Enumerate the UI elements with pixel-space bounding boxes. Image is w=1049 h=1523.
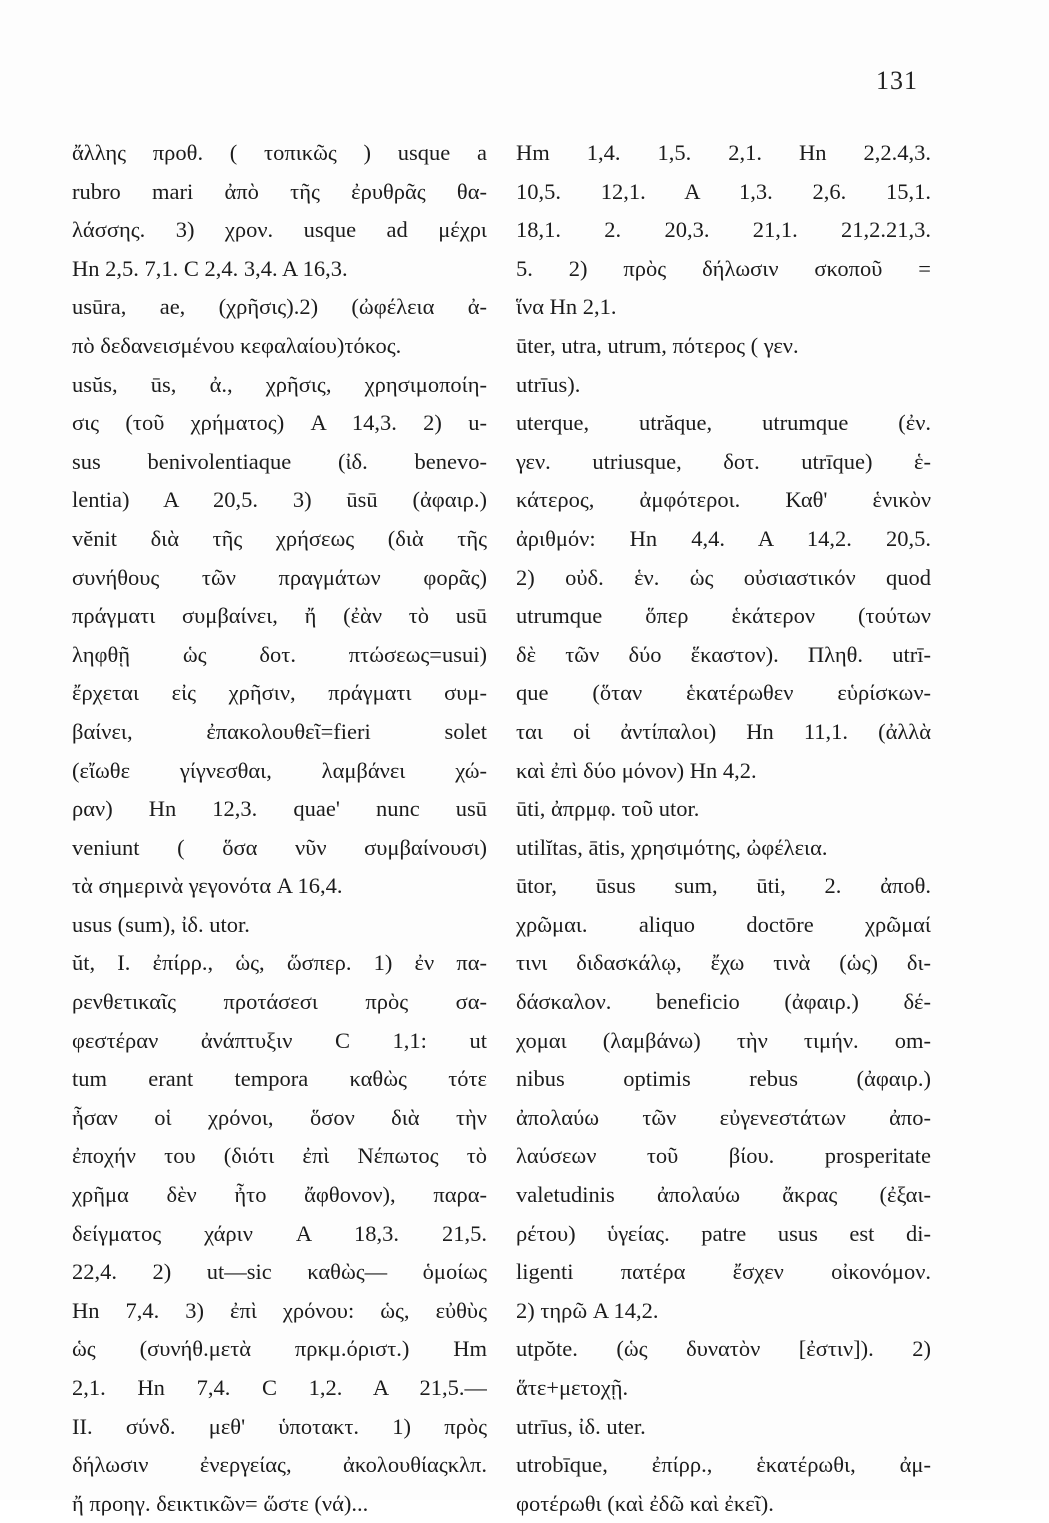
left-column-line: lentia) A 20,5. 3) ūsū (ἀφαιρ.) [72, 487, 487, 513]
left-column-line: δήλωσιν ἐνεργείας, ἀκολουθίαςκλπ. [72, 1452, 487, 1478]
left-column-line: vĕnit διὰ τῆς χρήσεως (διὰ τῆς [72, 525, 487, 551]
right-column-line: utilĭtas, ātis, χρησιμότης, ὠφέλεια. [516, 834, 828, 860]
right-column-line: λαύσεων τοῦ βίου. prosperitate [516, 1143, 931, 1169]
right-column-line: δάσκαλον. beneficio (ἀφαιρ.) δέ- [516, 989, 931, 1015]
right-column-line: 2) οὐδ. ἑν. ὡς οὐσιαστικόν quod [516, 564, 931, 590]
right-column-line: ται οἱ ἀντίπαλοι) Hn 11,1. (ἀλλὰ [516, 718, 931, 744]
right-column-line: χομαι (λαμβάνω) τὴν τιμήν. om- [516, 1027, 931, 1053]
right-column-line: ūter, utra, utrum, πότερος ( γεν. [516, 332, 799, 358]
page-number: 131 [876, 66, 918, 95]
left-column-line: veniunt ( ὅσα νῦν συμβαίνουσι) [72, 834, 487, 860]
left-column-line: Hn 2,5. 7,1. C 2,4. 3,4. A 16,3. [72, 255, 348, 281]
left-column-line: II. σύνδ. μεθ' ὑποτακτ. 1) πρὸς [72, 1413, 487, 1439]
right-column-line: τινι διδασκάλῳ, ἔχω τινὰ (ὡς) δι- [516, 950, 931, 976]
right-column-line: 5. 2) πρὸς δήλωσιν σκοποῦ = [516, 255, 931, 281]
right-column-line: ἵνα Hn 2,1. [516, 294, 617, 320]
right-column-line: καὶ ἐπὶ δύο μόνον) Hn 4,2. [516, 757, 757, 783]
left-column-line: ληφθῇ ὡς δοτ. πτώσεως=usui) [72, 641, 487, 667]
right-column-line: utrīus). [516, 371, 581, 397]
right-column-line: ἅτε+μετοχῇ. [516, 1375, 629, 1400]
left-column-line: ὡς (συνήθ.μετὰ πρκμ.όριστ.) Hm [72, 1336, 487, 1362]
left-column-line: usŭs, ūs, ἀ., χρῆσις, χρησιμοποίη- [72, 371, 487, 397]
right-column-line: que (ὅταν ἑκατέρωθεν εὑρίσκων- [516, 680, 931, 706]
left-column-line: sus benivolentiaque (ἰδ. benevo- [72, 448, 487, 474]
left-column-line: ρενθετικαῖς προτάσεσι πρὸς σα- [72, 989, 487, 1015]
right-column-line: 10,5. 12,1. A 1,3. 2,6. 15,1. [516, 178, 931, 204]
left-column [72, 134, 487, 1523]
right-column-line: δὲ τῶν δύο ἕκαστον). Πληθ. utrī- [516, 641, 931, 667]
left-column-line: ἔρχεται εἰς χρῆσιν, πράγματι συμ- [72, 680, 487, 706]
left-column-line: usūra, ae, (χρῆσις).2) (ὠφέλεια ἀ- [72, 294, 487, 320]
left-column-line: Hn 7,4. 3) ἐπὶ χρόνου: ὡς, εὐθὺς [72, 1297, 487, 1323]
right-column-line: Hm 1,4. 1,5. 2,1. Hn 2,2.4,3. [516, 140, 931, 165]
right-column-line: nibus optimis rebus (ἀφαιρ.) [516, 1066, 931, 1092]
left-column-line: βαίνει, ἐπακολουθεῖ=fieri solet [72, 718, 487, 744]
right-column-line: κάτερος, ἀμφότεροι. Καθ' ἑνικὸν [516, 487, 931, 513]
right-column-line: ἀριθμόν: Hn 4,4. A 14,2. 20,5. [516, 525, 931, 551]
right-column-line: γεν. utriusque, δοτ. utrīque) ἑ- [516, 448, 931, 474]
left-column-line: σις (τοῦ χρήματος) A 14,3. 2) u- [72, 410, 487, 436]
left-column-line: δείγματος χάριν A 18,3. 21,5. [72, 1220, 487, 1246]
right-column-line: utpŏte. (ὡς δυνατὸν [ἐστιν]). 2) [516, 1336, 931, 1362]
left-column-line: ŭt, I. ἐπίρρ., ὡς, ὥσπερ. 1) ἐν πα- [72, 950, 487, 976]
left-column-line: (εἴωθε γίγνεσθαι, λαμβάνει χώ- [72, 757, 487, 783]
left-column-line: τὰ σημερινὰ γεγονότα A 16,4. [72, 873, 343, 899]
left-column-line: συνήθους τῶν πραγμάτων φορᾶς) [72, 564, 487, 590]
left-column-line: rubro mari ἀπὸ τῆς ἐρυθρᾶς θα- [72, 178, 487, 204]
right-column-line: ἀπολαύω τῶν εὐγενεστάτων ἀπο- [516, 1104, 931, 1130]
left-column-line: ἄλλης προθ. ( τοπικῶς ) usque a [72, 140, 487, 165]
right-column-line: 2) τηρῶ A 14,2. [516, 1297, 659, 1323]
right-column [516, 134, 931, 1523]
right-column-line: φοτέρωθι (καὶ ἐδῶ καὶ ἐκεῖ). [516, 1490, 774, 1516]
left-column-line: ἦσαν οἱ χρόνοι, ὅσον διὰ τὴν [72, 1104, 487, 1130]
left-column-line: 22,4. 2) ut—sic καθὼς— ὁμοίως [72, 1259, 487, 1285]
left-column-line: usus (sum), ἰδ. utor. [72, 911, 250, 937]
left-column-line: λάσσης. 3) χρον. usque ad μέχρι [72, 217, 487, 243]
right-column-line: ligenti πατέρα ἔσχεν οἰκονόμον. [516, 1259, 931, 1285]
right-column-line: ūtor, ūsus sum, ūti, 2. ἀποθ. [516, 873, 931, 899]
left-column-line: φεστέραν ἀνάπτυξιν C 1,1: ut [72, 1027, 487, 1053]
left-column-line: tum erant tempora καθὼς τότε [72, 1066, 487, 1092]
right-column-line: utrumque ὅπερ ἑκάτερον (τούτων [516, 603, 931, 629]
left-column-line: πὸ δεδανεισμένου κεφαλαίου)τόκος. [72, 332, 402, 358]
left-column-line: ραν) Hn 12,3. quae' nunc usū [72, 796, 487, 822]
left-column-line: 2,1. Hn 7,4. C 1,2. A 21,5.— [72, 1375, 487, 1400]
left-column-line: χρῆμα δὲν ἦτο ἄφθονον), παρα- [72, 1182, 487, 1208]
right-column-line: utrīus, ἰδ. uter. [516, 1413, 646, 1439]
right-column-line: 18,1. 2. 20,3. 21,1. 21,2.21,3. [516, 217, 931, 243]
left-column-line: ἐποχήν του (διότι ἐπὶ Νέπωτος τὸ [72, 1143, 487, 1169]
right-column-line: χρῶμαι. aliquo doctōre χρῶμαί [516, 911, 931, 937]
left-column-line: ἤ προηγ. δεικτικῶν= ὥστε (νά)... [72, 1490, 369, 1516]
right-column-line: ρέτου) ὑγείας. patre usus est di- [516, 1220, 931, 1246]
right-column-line: ūti, ἀπρμφ. τοῦ utor. [516, 796, 700, 822]
right-column-line: utrobīque, ἐπίρρ., ἑκατέρωθι, ἀμ- [516, 1452, 931, 1478]
right-column-line: valetudinis ἀπολαύω ἄκρας (ἐξαι- [516, 1182, 931, 1208]
right-column-line: uterque, utrăque, utrumque (ἐν. [516, 410, 931, 436]
left-column-line: πράγματι συμβαίνει, ἤ (ἐὰν τὸ usū [72, 603, 487, 629]
